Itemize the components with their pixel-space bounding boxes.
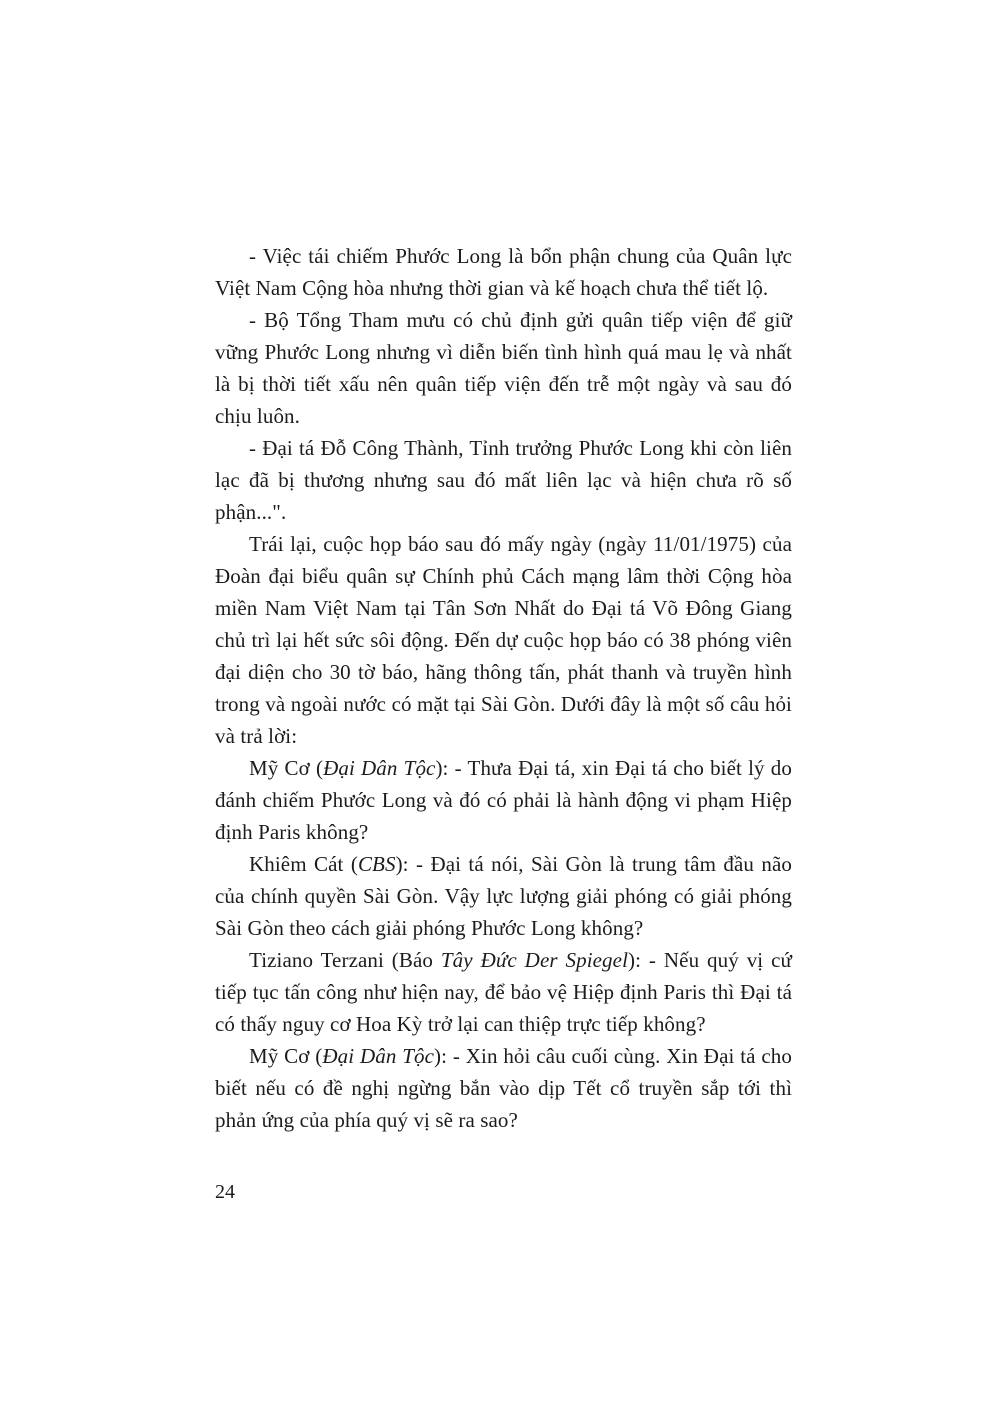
paragraph xyxy=(215,304,792,432)
italic-text-run: CBS xyxy=(357,852,396,876)
page-text xyxy=(215,240,792,1136)
text-run: Tiziano Terzani (Báo xyxy=(249,948,441,972)
text-run: - Đại tá Đỗ Công Thành, Tỉnh trưởng Phước Long khi còn liên lạc đã bị thương nhưng sau đó mất liên lạc và hiện chưa rõ số phận...". xyxy=(215,436,792,524)
text-run: - Bộ Tổng Tham mưu có chủ định gửi quân tiếp viện để giữ vững Phước Long nhưng vì diễn biến tình hình quá mau lẹ và nhất là bị thời tiết xấu nên quân tiếp viện đến trễ một ngày và sau đó chịu luôn. xyxy=(215,308,792,428)
paragraph xyxy=(215,848,792,944)
text-run: ): - Thưa Đại tá, xin Đại tá cho biết lý do đánh chiếm Phước Long và đó có phải là hành động vi phạm Hiệp định Paris không? xyxy=(215,756,793,844)
text-run: Khiêm Cát ( xyxy=(249,852,358,876)
paragraph xyxy=(215,528,792,752)
paragraph xyxy=(215,240,792,304)
italic-text-run: Đại Dân Tộc xyxy=(323,756,436,780)
paragraph xyxy=(215,944,792,1040)
text-run: ): - Đại tá nói, Sài Gòn là trung tâm đầu não của chính quyền Sài Gòn. Vậy lực lượng giải phóng có giải phóng Sài Gòn theo cách giải phóng Phước Long không? xyxy=(215,852,792,940)
italic-text-run: Đại Dân Tộc xyxy=(322,1044,435,1068)
paragraph xyxy=(215,752,792,848)
text-run: ): - Nếu quý vị cứ tiếp tục tấn công như hiện nay, để bảo vệ Hiệp định Paris thì Đại tá có thấy nguy cơ Hoa Kỳ trở lại can thiệp trực tiếp không? xyxy=(215,948,793,1036)
text-run: Trái lại, cuộc họp báo sau đó mấy ngày (ngày 11/01/1975) của Đoàn đại biểu quân sự Chính phủ Cách mạng lâm thời Cộng hòa miền Nam Việt Nam tại Tân Sơn Nhất do Đại tá Võ Đông Giang chủ trì lại hết sức sôi động. Đến dự cuộc họp báo có 38 phóng viên đại diện cho 30 tờ báo, hãng thông tấn, phát thanh và truyền hình trong và ngoài nước có mặt tại Sài Gòn. Dưới đây là một số câu hỏi và trả lời: xyxy=(215,532,792,748)
page-number: 24 xyxy=(215,1181,235,1203)
text-run: - Việc tái chiếm Phước Long là bổn phận chung của Quân lực Việt Nam Cộng hòa nhưng thời gian và kế hoạch chưa thể tiết lộ. xyxy=(215,244,792,300)
text-run: Mỹ Cơ ( xyxy=(249,1044,323,1068)
italic-text-run: Tây Đức Der Spiegel xyxy=(440,948,629,972)
text-run: Mỹ Cơ ( xyxy=(249,756,324,780)
text-run: ): - Xin hỏi câu cuối cùng. Xin Đại tá cho biết nếu có đề nghị ngừng bắn vào dịp Tết cổ truyền sắp tới thì phản ứng của phía quý vị sẽ ra sao? xyxy=(215,1044,792,1132)
paragraph xyxy=(215,1040,792,1136)
paragraph xyxy=(215,432,792,528)
